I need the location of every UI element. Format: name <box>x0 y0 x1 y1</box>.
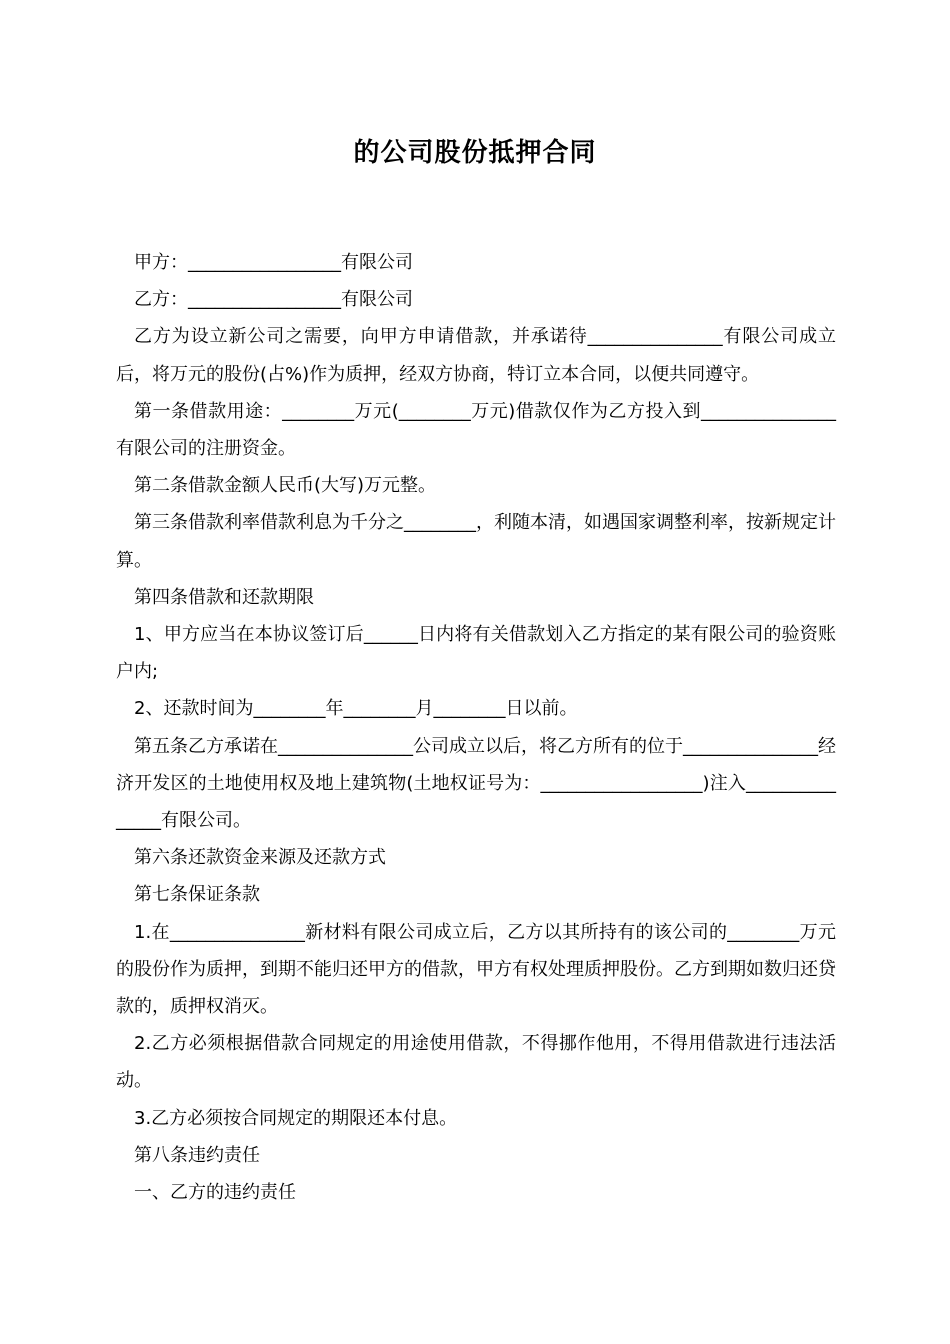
article-7-heading: 第七条保证条款 <box>134 884 260 906</box>
article-2-loan-amount: 第二条借款金额人民币(大写)万元整。 <box>134 475 437 497</box>
article-8-heading: 第八条违约责任 <box>134 1144 260 1166</box>
article-5-commitment: 第五条乙方承诺在_______________公司成立以后，将乙方所有的位于_______________经济开发区的土地使用权及地上建筑物(土地权证号为：__________________)注入_______________有限公司。 <box>116 735 836 832</box>
article-8-section-1: 一、乙方的违约责任 <box>134 1182 296 1204</box>
document-body <box>116 244 836 1211</box>
article-1-loan-purpose: 第一条借款用途：________万元(________万元)借款仅作为乙方投入到_______________有限公司的注册资金。 <box>116 400 836 460</box>
document-title: 的公司股份抵押合同 <box>353 138 597 168</box>
article-3-interest-rate: 第三条借款利率借款利息为千分之________，利随本清，如遇国家调整利率，按新规定计算。 <box>116 512 836 571</box>
article-6-heading: 第六条还款资金来源及还款方式 <box>134 847 386 869</box>
article-7-item-2: 2.乙方必须根据借款合同规定的用途使用借款，不得挪作他用，不得用借款进行违法活动。 <box>116 1033 836 1092</box>
article-4-item-1: 1、甲方应当在本协议签订后______日内将有关借款划入乙方指定的某有限公司的验资账户内; <box>116 624 836 683</box>
article-7-item-3: 3.乙方必须按合同规定的期限还本付息。 <box>134 1107 458 1129</box>
party-b-line: 乙方：_________________有限公司 <box>134 289 413 311</box>
article-4-heading: 第四条借款和还款期限 <box>134 586 314 608</box>
article-4-item-2: 2、还款时间为________年________月________日以前。 <box>134 698 578 720</box>
article-7-item-1: 1.在_______________新材料有限公司成立后，乙方以其所持有的该公司的________万元的股份作为质押，到期不能归还甲方的借款，甲方有权处理质押股份。乙方到期如数归还贷款的，质押权消灭。 <box>116 921 836 1018</box>
party-a-line: 甲方：_________________有限公司 <box>134 252 413 273</box>
preamble-paragraph: 乙方为设立新公司之需要，向甲方申请借款，并承诺待_______________有限公司成立后，将万元的股份(占%)作为质押，经双方协商，特订立本合同，以便共同遵守。 <box>116 326 836 385</box>
